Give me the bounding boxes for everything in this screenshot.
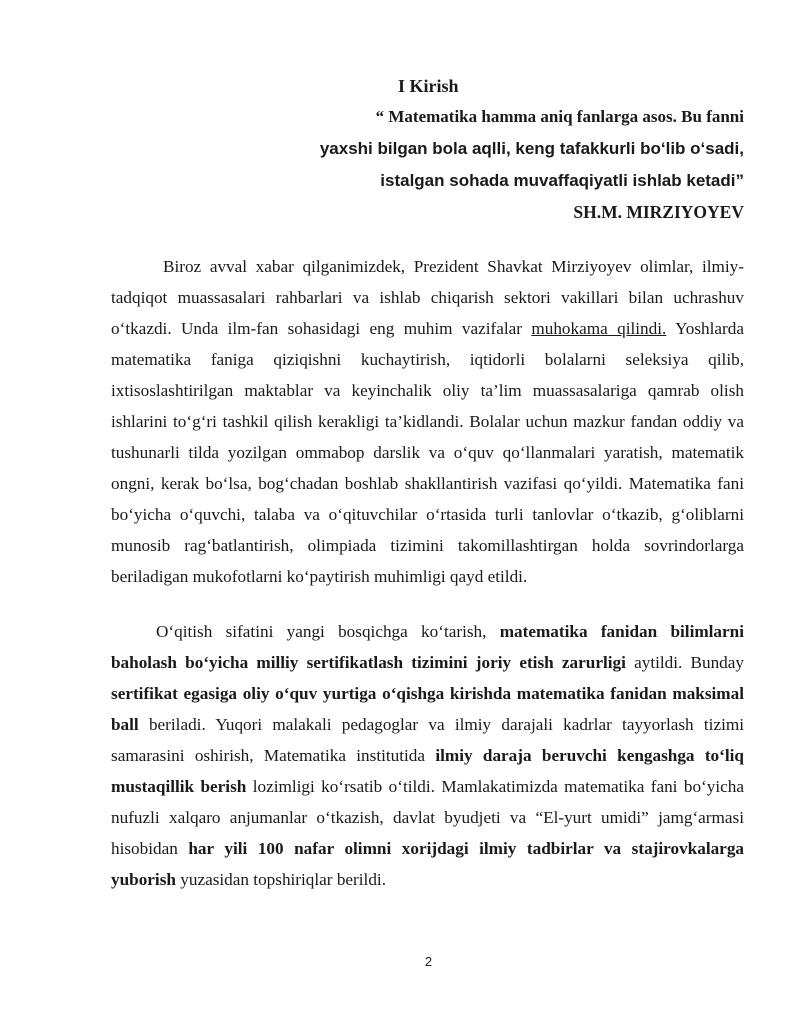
underlined-phrase: muhokama qilindi.: [531, 319, 667, 338]
epigraph-line-3: istalgan sohada muvaffaqiyatli ishlab ketadi”: [380, 171, 744, 190]
section-heading: I Kirish: [398, 76, 459, 96]
paragraph-2-bold-2: sertifikat egasiga oliy o‘quv yurtiga o‘qishga kirishda matematika fanidan maksimal ball: [111, 684, 744, 734]
paragraph-2-bold-4: har yili 100 nafar olimni xorijdagi ilmiy tadbirlar va stajirovkalarga yuborish: [111, 839, 745, 889]
paragraph-2-part-4: lozimligi ko‘rsatib o‘tildi. Mamlakatimizda matematika fani bo‘yicha nufuzli xalqaro anjumanlar o‘tkazish, davlat byudjeti va “El-yurt umidi” jamg‘armasi hisobidan: [111, 777, 744, 858]
paragraph-2: [111, 616, 744, 895]
paragraph-2-part-2: aytildi. Bunday: [625, 653, 745, 672]
epigraph-author: SH.M. MIRZIYOYEV: [573, 202, 744, 222]
paragraph-2-part-3: beriladi. Yuqori malakali pedagoglar va ilmiy darajali kadrlar tayyorlash tizimi samarasini oshirish, Matematika institutida: [111, 715, 744, 765]
paragraph-1-text-before: Biroz avval xabar qilganimizdek, Prezident Shavkat Mirziyoyev olimlar, ilmiy-tadqiqot muassasalari rahbarlari va ishlab chiqarish sektori vakillari bilan uchrashuv o‘tkazdi. Unda ilm-fan sohasidagi eng muhim vazifalar: [111, 257, 744, 338]
paragraph-2-bold-3: ilmiy daraja beruvchi kengashga to‘liq mustaqillik berish: [111, 746, 744, 796]
page-number: 2: [424, 954, 433, 969]
paragraph-1: [111, 251, 744, 592]
paragraph-2-bold-1: matematika fanidan bilimlarni baholash bo‘yicha milliy sertifikatlash tizimini joriy etish zarurligi: [111, 622, 744, 672]
epigraph-line-2: yaxshi bilgan bola aqlli, keng tafakkurli bo‘lib o‘sadi,: [319, 139, 744, 158]
paragraph-2-part-5: yuzasidan topshiriqlar berildi.: [175, 870, 386, 889]
paragraph-1-text-after: Yoshlarda matematika faniga qiziqishni kuchaytirish, iqtidorli bolalarni seleksiya qilib, ixtisoslashtirilgan maktablar va keyinchalik oliy ta’lim muassasalariga qamrab olish ishlarini to‘g‘ri tashkil qilish kerakligi ta’kidlandi. Bolalar uchun mazkur fandan oddiy va tushunarli tilda yozilgan ommabop darslik va o‘quv qo‘llanmalari yaratish, matematik ongni, kerak bo‘lsa, bog‘chadan boshlab shakllantirish vazifasi qo‘yildi. Matematika fani bo‘yicha o‘quvchi, talaba va o‘qituvchilar o‘rtasida turli tanlovlar o‘tkazib, g‘oliblarni munosib rag‘batlantirish, olimpiada tizimini takomillashtirgan holda sovrindorlarga beriladigan mukofotlarni ko‘paytirish muhimligi qayd etildi.: [111, 319, 744, 586]
paragraph-2-part-1: O‘qitish sifatini yangi bosqichga ko‘tarish,: [156, 622, 500, 641]
epigraph-line-1: “ Matematika hamma aniq fanlarga asos. Bu fanni: [375, 107, 744, 126]
epigraph-quote: [284, 101, 744, 229]
